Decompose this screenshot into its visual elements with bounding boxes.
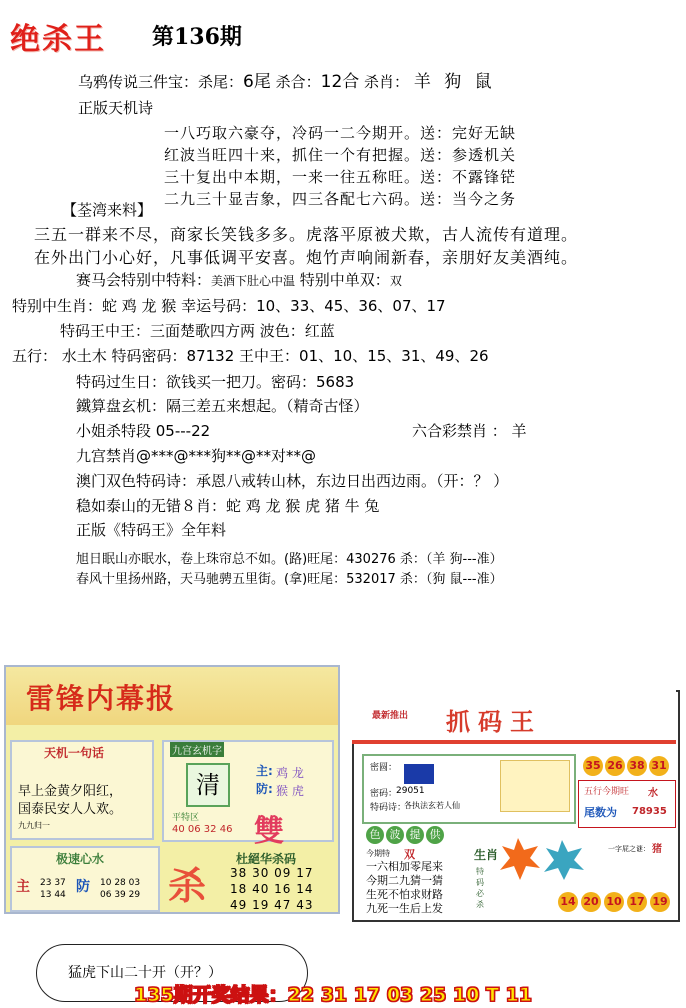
- zhu-numbers: 13 44: [40, 890, 66, 900]
- liuhecai-line: 六合彩禁肖 ： 羊: [412, 422, 527, 440]
- wenru-line: 稳如泰山的无错８肖：蛇 鸡 龙 猴 虎 猪 牛 兔: [76, 497, 380, 515]
- code-value: 29051: [396, 786, 425, 796]
- bottom-ball: 10: [604, 892, 624, 912]
- weishu-label: 尾数为: [584, 806, 617, 819]
- shajie-label: 杜絕华杀码: [236, 852, 297, 866]
- brand-logo: 绝杀王: [10, 22, 106, 57]
- code-label: 密码：: [370, 789, 398, 799]
- jinqi-value: 双: [404, 848, 415, 861]
- tianji-line: 国泰民安人人欢。: [18, 802, 123, 817]
- wuxing-line: 五行： 水土木 特码密码：87132 王中王：01、10、15、31、49、26: [12, 347, 489, 365]
- tag-badge: 提: [406, 826, 424, 844]
- weishu-value: 78935: [632, 806, 667, 817]
- wuya-zodiac: 羊 狗 鼠: [413, 72, 496, 92]
- tiesuan-line: 鐵算盘玄机：隔三差五来想起。（精奇古怪）: [76, 397, 369, 415]
- yizi-label: 一字屁之谜：: [608, 845, 650, 853]
- top-ball: 26: [605, 756, 625, 776]
- jiugong-char: 清: [186, 763, 230, 807]
- yizi-value: 猪: [652, 844, 662, 855]
- shengxiao-label: 生肖: [474, 848, 499, 862]
- leifeng-title: 雷锋内幕报: [26, 682, 177, 715]
- draw-result: 135期开奖结果：22 31 17 03 25 10 T 11: [134, 984, 533, 1006]
- wuya-label: 乌鸦传说三件宝：杀尾：: [78, 73, 244, 91]
- zhuama-title: 抓码王: [446, 707, 542, 736]
- zhu-mark: 主: [16, 879, 30, 895]
- jinqi-label: 今期特: [366, 849, 390, 858]
- shajie-row: 18 40 16 14: [230, 882, 314, 896]
- xiaojie-line: 小姐杀特段 05---22: [76, 422, 211, 440]
- wuya-line: [78, 72, 496, 92]
- zhuama-small-title: 最新推出: [372, 711, 409, 721]
- burst-image: [498, 834, 588, 882]
- saima-label: 赛马会特别中特料：: [76, 271, 212, 289]
- sha-char: 杀: [168, 863, 207, 908]
- burst-icon: [498, 834, 588, 882]
- zhu-label: 主:: [256, 764, 273, 778]
- tianji-small: 九九归一: [18, 821, 50, 830]
- pingte-numbers: 40 06 32 46: [172, 824, 233, 835]
- tag-badge: 色: [366, 826, 384, 844]
- wuya-mid2: 杀肖：: [359, 73, 414, 91]
- fang-value: 猴 虎: [276, 784, 304, 798]
- wuxing-value: 水: [648, 788, 658, 799]
- bottom-ball: 14: [558, 892, 578, 912]
- wuxing-label: 五行今期旺: [584, 787, 630, 797]
- xinshui-label: 极速心水: [56, 852, 105, 866]
- shajie-row: 38 30 09 17: [230, 866, 314, 880]
- poem-line: 三十复出中本期，一来一往五称旺。送：不露锋铓: [164, 168, 517, 186]
- shuang-char: 雙: [254, 814, 284, 849]
- bottom-ball: 20: [581, 892, 601, 912]
- tema-value: 各执法玄若人仙: [404, 801, 460, 810]
- bottom-ball: 17: [627, 892, 647, 912]
- tianji-title: 正版天机诗: [78, 99, 154, 117]
- tianji-line: 早上金黄夕阳红，: [18, 784, 123, 799]
- cloud-text: 猛虎下山二十开（开？）: [68, 965, 222, 981]
- jiugong-label: 九宫玄机字: [170, 742, 224, 757]
- leifeng-header: [6, 667, 338, 725]
- zhu-numbers: 23 37: [40, 878, 66, 888]
- wuya-mid: 杀合：: [270, 73, 321, 91]
- zhengban-line: 正版《特码王》全年料: [76, 521, 227, 539]
- right-poem-line: 今期二九猜一猜: [366, 874, 443, 887]
- xuri-line: 春风十里扬州路，天马驰骋五里街。(拿)旺尾：532017 杀：（狗 鼠---准）: [76, 572, 503, 587]
- taiwan-line: 三五一群来不尽，商家长笑钱多多。虎落平原被犬欺，古人流传有道理。: [34, 225, 579, 244]
- fang-numbers: 06 39 29: [100, 890, 141, 900]
- saima-line: [76, 270, 402, 291]
- guoshengri-line: 特码过生日：欲钱买一把刀。密码：5683: [76, 373, 355, 391]
- taiwan-title: 【荃湾来料】: [62, 201, 153, 219]
- top-ball: 38: [627, 756, 647, 776]
- right-poem-line: 九死一生后上发: [366, 902, 443, 915]
- tag-badge: 供: [426, 826, 444, 844]
- shajie-row: 49 19 47 43: [230, 898, 314, 912]
- right-poem-line: 一六相加零尾来: [366, 860, 443, 873]
- poem-line: 二九三十显吉象，四三各配七六码。送：当今之务: [164, 190, 517, 208]
- saima-value2: 双: [389, 274, 402, 288]
- tag-badge: 波: [386, 826, 404, 844]
- pingte-label: 平特区: [172, 813, 200, 823]
- saima-label2: 特别中单双：: [295, 271, 390, 289]
- shengxiao-side: 特码必杀: [476, 867, 484, 909]
- cartoon-image: [500, 760, 570, 812]
- zhu-value: 鸡 龙: [276, 766, 304, 780]
- saima-value: 美酒下肚心中温: [211, 274, 296, 288]
- right-poem-line: 生死不怕求财路: [366, 888, 443, 901]
- poem-line: 红波当旺四十来，抓住一个有把握。送：参透机关: [164, 146, 517, 164]
- aomen-line: 澳门双色特码诗：承恩八戒转山林，东边日出西边雨。（开：？ ）: [76, 472, 509, 490]
- wuya-he: 12合: [320, 72, 360, 92]
- top-ball: 35: [583, 756, 603, 776]
- fang-numbers: 10 28 03: [100, 878, 141, 888]
- taiwan-line: 在外出门小心好，凡事低调平安喜。炮竹声响闹新春，亲朋好友美酒纯。: [34, 248, 579, 267]
- mima-label: 密圆：: [370, 763, 398, 773]
- mima-logo-icon: [404, 764, 434, 784]
- issue-number: 第136期: [152, 24, 242, 50]
- tema-wang: 特码王中王：三面楚歌四方两 波色：红蓝: [60, 322, 335, 340]
- top-ball: 31: [649, 756, 669, 776]
- tebie-zhong-xiao: 特别中生肖：蛇 鸡 龙 猴 幸运号码：10、33、45、36、07、17: [12, 297, 446, 315]
- xuri-line: 旭日眠山亦眠水，卷上珠帘总不如。(路)旺尾：430276 杀：（羊 狗---准）: [76, 552, 503, 567]
- tema-label: 特码诗：: [370, 803, 407, 813]
- fang-mark: 防: [76, 879, 90, 895]
- fang-label: 防:: [256, 782, 273, 796]
- poem-line: 一八巧取六豪夺，冷码一二今期开。送：完好无缺: [164, 124, 517, 142]
- wuya-tail: 6尾: [243, 72, 271, 92]
- tianji-label: 天机一句话: [44, 746, 105, 760]
- bottom-ball: 19: [650, 892, 670, 912]
- jiugong-line: 九宫禁肖@***@***狗**@**对**@: [76, 447, 317, 465]
